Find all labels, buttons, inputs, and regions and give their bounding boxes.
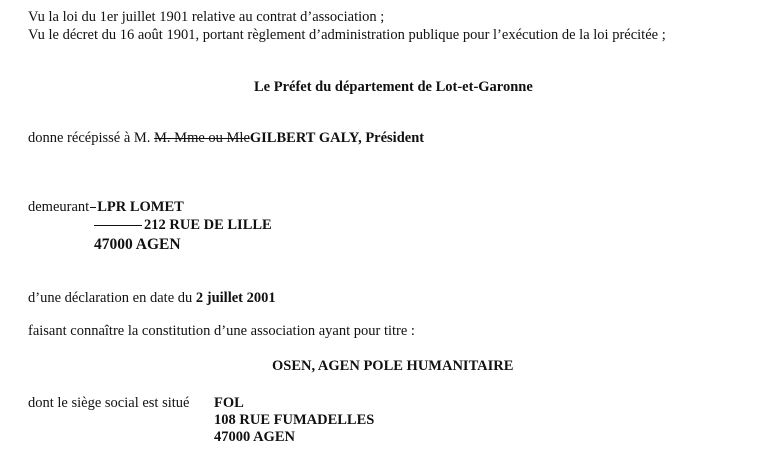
president-role: Président (365, 130, 425, 146)
seat-address-2: 108 RUE FUMADELLES (214, 412, 375, 428)
president-name: GILBERT GALY (249, 130, 359, 146)
declaration-date: 2 juillet 2001 (195, 290, 276, 306)
declaration-line (28, 290, 276, 307)
struck-salutations: M. Mme ou Mle (154, 130, 250, 146)
constitution-line: faisant connaître la constitution d’une association ayant pour titre : (28, 323, 415, 339)
name-separator: , (358, 130, 362, 146)
decree-reference-line: Vu le décret du 16 août 1901, portant règlement d’administration publique pour l’exécution de la loi précitée ; (28, 27, 666, 43)
declaration-prefix: d’une déclaration en date du (28, 290, 193, 306)
receipt-line (28, 130, 424, 147)
residence-address-2: 212 RUE DE LILLE (144, 217, 272, 233)
law-reference-line: Vu la loi du 1er juillet 1901 relative au contrat d’association ; (28, 9, 385, 25)
residence-address-1: LPR LOMET (97, 199, 184, 215)
residence-line-3: 47000 AGEN (94, 236, 181, 253)
prefect-heading: Le Préfet du département de Lot-et-Garonne (254, 79, 533, 95)
residence-line2-dash (94, 225, 142, 226)
seat-label: dont le siège social est situé (28, 395, 190, 411)
seat-address-3: 47000 AGEN (214, 429, 295, 445)
residence-line-2 (94, 217, 272, 234)
residence-label: demeurant (28, 199, 90, 215)
receipt-prefix: donne récépissé à M. (28, 130, 151, 146)
residence-line-1 (28, 199, 184, 216)
seat-address-1: FOL (214, 395, 244, 411)
residence-dash (90, 207, 96, 208)
association-title: OSEN, AGEN POLE HUMANITAIRE (272, 358, 514, 374)
